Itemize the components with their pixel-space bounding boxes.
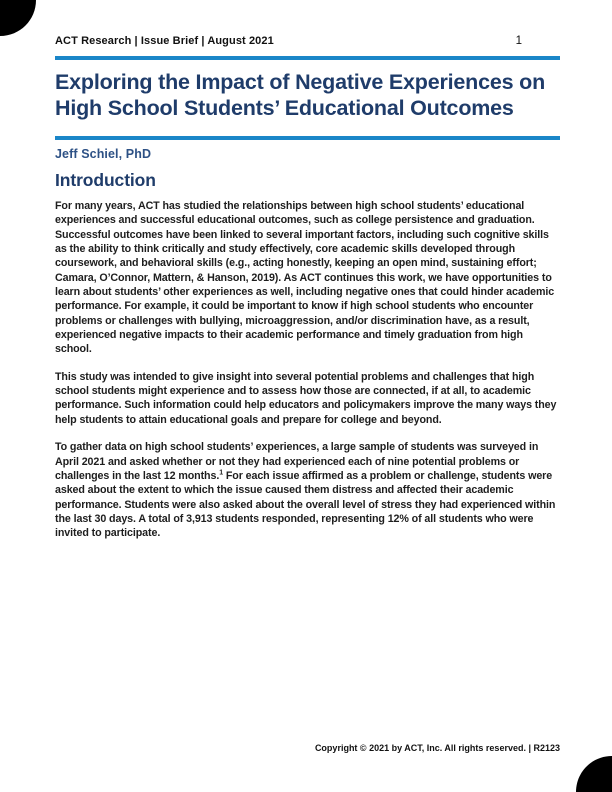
section-heading-introduction: Introduction [55, 170, 156, 190]
author-byline: Jeff Schiel, PhD [55, 147, 152, 161]
footnote-reference-1: 1 [219, 469, 223, 477]
paragraph-3-text: To gather data on high school students’ experiences, a large sample of students was surveyed in April 2021 and asked whether or not they had experienced each of nine potential problems or challenges in the last 12 months. [55, 441, 539, 482]
page-header [55, 35, 560, 47]
paragraph-3-text-continued: For each issue affirmed as a problem or challenge, students were asked about the extent to which the issue caused them distress and affected their academic performance. Students were also asked about the overall level of stress they had experienced within the last 30 days. A total of 3,913 students responded, representing 12% of all students who were invited to participate. [55, 469, 556, 540]
paragraph-2: This study was intended to give insight into several potential problems and challenges that high school students might experience and to assess how those are connected, if at all, to academic performance. Such information could help educators and policymakers improve the many ways they help students to attain educational goals and prepare for college and beyond. [55, 370, 557, 426]
paragraph-1: For many years, ACT has studied the relationships between high school students’ educational experiences and successful educational outcomes, such as college persistence and graduation. Successful outcomes have been linked to several important factors, including such cognitive skills as the ability to think critically and study effectively, core academic skills developed through coursework, and behavioral skills (e.g., acting honestly, keeping an open mind, sustaining effort; Camara, O’Connor, Mattern, & Hanson, 2019). As ACT continues this work, we have opportunities to learn about students’ other experiences as well, including negative ones that could hinder academic performance. For example, it could be important to know if high school students who encounter problems or challenges with bullying, microaggression, and/or discrimination have, as a result, experienced negative impacts to their academic performance and timely graduation from high school. [55, 200, 555, 356]
paragraph-3 [55, 440, 560, 540]
header-divider-rule [55, 56, 560, 60]
body-text [55, 199, 560, 554]
corner-ornament-icon [574, 754, 612, 792]
corner-ornament-icon [0, 0, 38, 38]
page-number: 1 [515, 35, 522, 47]
footer-copyright: Copyright © 2021 by ACT, Inc. All rights reserved. | R2123 [314, 743, 560, 753]
header-publication-label: ACT Research | Issue Brief | August 2021 [55, 35, 274, 47]
document-title: Exploring the Impact of Negative Experiences on High School Students’ Educational Outcomes [55, 70, 546, 120]
title-divider-rule [55, 136, 560, 140]
